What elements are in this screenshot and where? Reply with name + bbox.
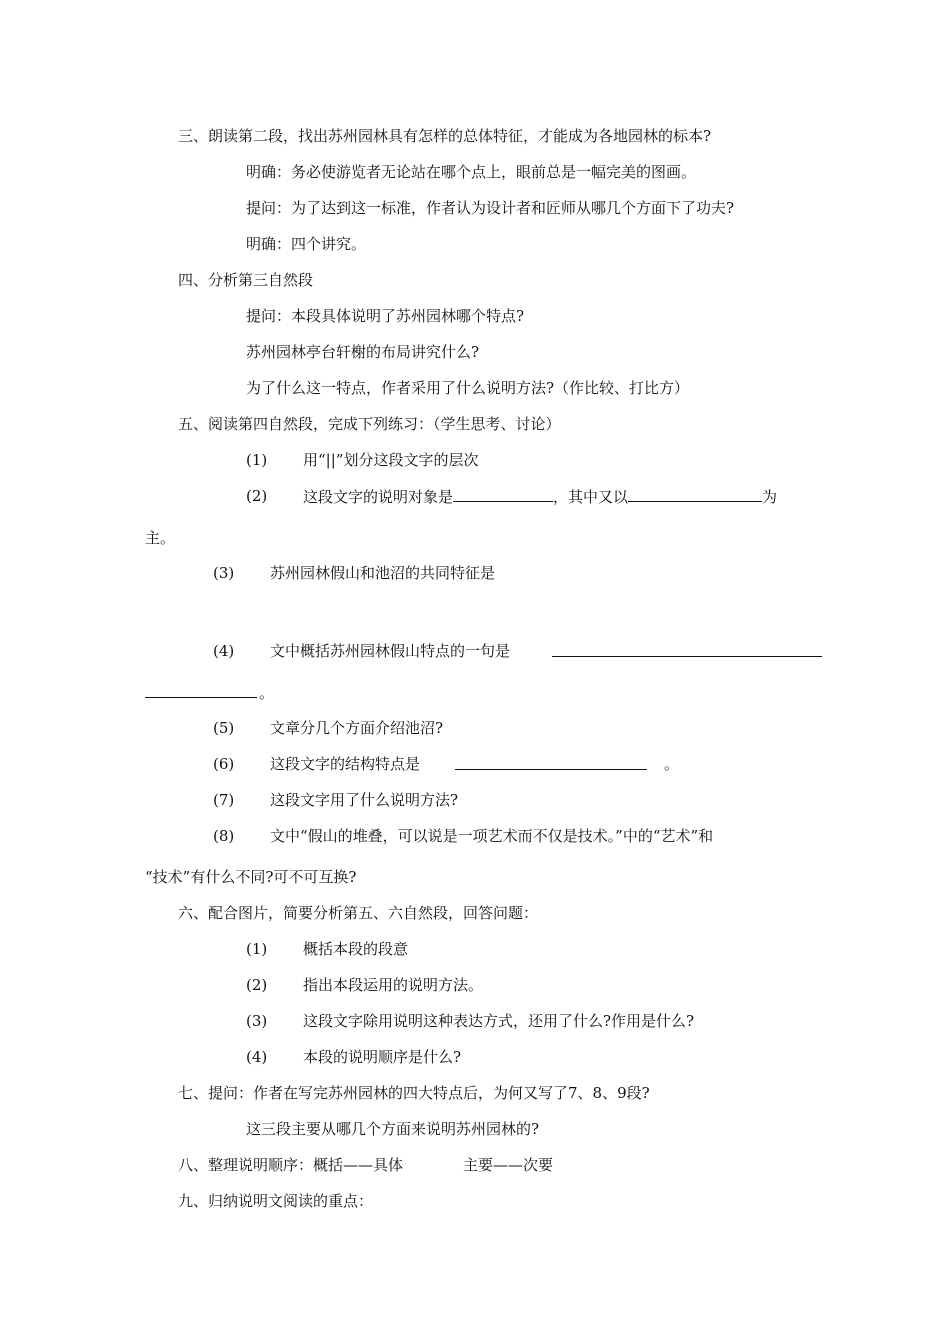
exercise-5-number: (5) [213, 719, 235, 737]
exercise-2-line [303, 486, 777, 507]
exercise-3-number: (3) [213, 564, 235, 582]
section-8-heading: 八、整理说明顺序：概括——具体 [178, 1156, 404, 1174]
answer-blank-main[interactable] [628, 486, 762, 502]
question-6-4-number: (4) [246, 1048, 268, 1066]
section-6-heading: 六、配合图片，简要分析第五、六自然段，回答问题： [178, 904, 539, 922]
exercise-7-number: (7) [213, 791, 235, 809]
answer-blank-object[interactable] [453, 486, 553, 502]
section-7-question: 这三段主要从哪几个方面来说明苏州园林的? [246, 1120, 540, 1138]
answer-blank-structure[interactable] [455, 769, 647, 770]
exercise-8-number: (8) [213, 827, 235, 845]
exercise-1-text: 用“||”划分这段文字的层次 [303, 451, 479, 469]
answer-blank-rockery-sentence[interactable] [552, 656, 822, 657]
exercise-7-text: 这段文字用了什么说明方法? [270, 791, 459, 809]
exercise-2-text-a: 这段文字的说明对象是 [303, 488, 454, 506]
exercise-6-end-mark: 。 [664, 755, 680, 773]
exercise-8-text: 文中“假山的堆叠，可以说是一项艺术而不仅是技术。”中的“艺术”和 [270, 827, 714, 845]
exercise-4-text: 文中概括苏州园林假山特点的一句是 [270, 642, 511, 660]
exercise-6-number: (6) [213, 755, 235, 773]
exercise-2-text-c: 为 [762, 488, 778, 506]
question-6-2-number: (2) [246, 976, 268, 994]
exercise-5-text: 文章分几个方面介绍池沼? [270, 719, 444, 737]
section-3-heading: 三、朗读第二段，找出苏州园林具有怎样的总体特征，才能成为各地园林的标本? [178, 127, 712, 145]
exercise-2-continuation: 主。 [145, 529, 176, 547]
section-5-heading: 五、阅读第四自然段，完成下列练习：（学生思考、讨论） [178, 415, 561, 433]
question-6-1-number: (1) [246, 940, 268, 958]
question-6-4-text: 本段的说明顺序是什么? [303, 1048, 462, 1066]
section-4-question-1: 提问：本段具体说明了苏州园林哪个特点? [246, 307, 525, 325]
exercise-2-number: (2) [246, 487, 268, 505]
question-6-2-text: 指出本段运用的说明方法。 [303, 976, 484, 994]
section-4-heading: 四、分析第三自然段 [178, 271, 314, 289]
section-7-heading: 七、提问：作者在写完苏州园林的四大特点后，为何又写了7、8、9段? [178, 1084, 650, 1102]
section-9-heading: 九、归纳说明文阅读的重点： [178, 1192, 374, 1210]
exercise-2-text-b: ，其中又以 [553, 488, 629, 506]
answer-blank-rockery-continued[interactable] [145, 697, 257, 698]
question-6-3-number: (3) [246, 1012, 268, 1030]
exercise-4-number: (4) [213, 642, 235, 660]
exercise-3-text: 苏州园林假山和池沼的共同特征是 [270, 564, 496, 582]
exercise-6-text: 这段文字的结构特点是 [270, 755, 421, 773]
section-4-question-3: 为了什么这一特点，作者采用了什么说明方法?（作比较、打比方） [246, 379, 690, 397]
question-6-1-text: 概括本段的段意 [303, 940, 409, 958]
exercise-1-number: (1) [246, 451, 268, 469]
section-3-answer-1: 明确：务必使游览者无论站在哪个点上，眼前总是一幅完美的图画。 [246, 163, 697, 181]
exercise-4-end-mark: 。 [259, 684, 275, 702]
section-8-tail: 主要——次要 [463, 1156, 554, 1174]
question-6-3-text: 这段文字除用说明这种表达方式，还用了什么?作用是什么? [303, 1012, 695, 1030]
section-3-answer-2: 明确：四个讲究。 [246, 235, 367, 253]
exercise-8-continuation: “技术”有什么不同?可不可互换? [145, 868, 357, 886]
section-3-question: 提问：为了达到这一标准，作者认为设计者和匠师从哪几个方面下了功夫? [246, 199, 735, 217]
section-4-question-2: 苏州园林亭台轩榭的布局讲究什么? [246, 343, 480, 361]
